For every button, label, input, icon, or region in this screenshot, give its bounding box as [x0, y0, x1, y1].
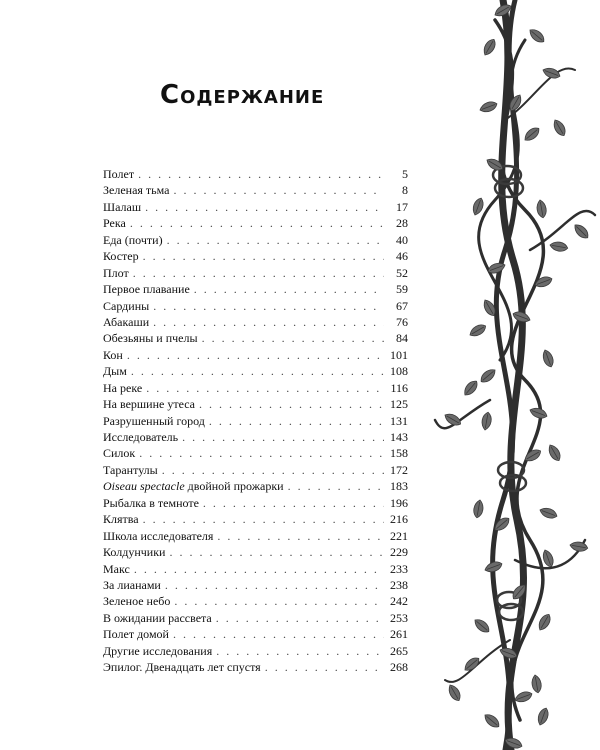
toc-entry-title: [103, 166, 134, 182]
toc-entry: [103, 626, 408, 642]
leaf-shape: [541, 348, 556, 368]
toc-entry: [103, 462, 408, 478]
toc-entry: [103, 610, 408, 626]
toc-page-number: 59: [396, 282, 408, 297]
leaf-shape: [572, 222, 591, 241]
leaf-shape: [481, 411, 493, 430]
toc-entry-title-text: Сардины: [103, 298, 150, 313]
toc-dot-leader: [173, 626, 384, 642]
toc-page-number: 84: [396, 331, 408, 346]
toc-page-number: 76: [396, 314, 408, 329]
toc-entry-title: [103, 232, 163, 248]
toc-entry: [103, 659, 408, 675]
toc-page-number: 116: [390, 380, 408, 395]
toc-entry: [103, 248, 408, 264]
toc-entry: [103, 396, 408, 412]
toc-entry: [103, 265, 408, 281]
toc-entry-title-text: Эпилог. Двенадцать лет спустя: [103, 660, 261, 675]
leaf-shape: [472, 617, 492, 635]
toc-entry: [103, 429, 408, 445]
toc-entry-title: [103, 561, 130, 577]
leaf-shape: [482, 712, 502, 730]
leaf-shape: [569, 541, 588, 553]
toc-dot-leader: [146, 380, 384, 396]
toc-dot-leader: [153, 298, 384, 314]
leaf-shape: [513, 690, 533, 705]
toc-entry-title: [103, 380, 142, 396]
toc-page-number: 17: [396, 199, 408, 214]
toc-dot-leader: [199, 396, 384, 412]
toc-entry: [103, 182, 408, 198]
toc-dot-leader: [143, 511, 384, 527]
toc-page-number: 183: [390, 479, 408, 494]
toc-page-number: 46: [396, 249, 408, 264]
toc-entry-title-text: Исследователь: [103, 430, 179, 444]
toc-dot-leader: [165, 577, 384, 593]
leaf-shape: [481, 37, 498, 57]
table-of-contents: [103, 166, 408, 676]
toc-page-number: 265: [390, 643, 408, 658]
toc-page-number: 131: [390, 413, 408, 428]
toc-entry-title-text: Зеленая тьма: [103, 183, 170, 198]
toc-page-number: 67: [396, 298, 408, 313]
toc-entry-title-text: Рыбалка в темноте: [103, 495, 199, 510]
toc-dot-leader: [145, 199, 384, 215]
toc-entry-title: [103, 577, 161, 593]
toc-page-number: 242: [390, 594, 408, 609]
toc-dot-leader: [169, 544, 384, 560]
toc-page-number: 221: [390, 528, 408, 543]
toc-entry: [103, 363, 408, 379]
toc-entry-title: [103, 314, 149, 330]
toc-dot-leader: [216, 643, 384, 659]
toc-entry-title: [103, 511, 139, 527]
toc-entry: [103, 380, 408, 396]
toc-page-number: 143: [390, 430, 408, 444]
toc-entry: [103, 577, 408, 593]
toc-page-number: 233: [390, 561, 408, 576]
toc-entry-title-text: За лианами: [103, 577, 161, 592]
toc-dot-leader: [203, 495, 384, 511]
toc-entry-title-text: двойной прожарки: [184, 479, 284, 494]
toc-page-number: 172: [390, 462, 408, 477]
toc-dot-leader: [174, 593, 384, 609]
toc-entry-title-text: Обезьяны и пчелы: [103, 331, 198, 346]
toc-dot-leader: [134, 561, 384, 577]
toc-page-number: 125: [390, 397, 408, 412]
toc-page-number: 261: [390, 627, 408, 642]
toc-page-number: 253: [390, 610, 408, 625]
toc-entry-title: [103, 396, 195, 412]
toc-entry: [103, 413, 408, 429]
leaf-shape: [471, 197, 486, 217]
toc-dot-leader: [173, 182, 384, 198]
toc-dot-leader: [130, 215, 384, 231]
leaf-shape: [549, 241, 568, 253]
toc-page-number: 108: [390, 364, 408, 379]
toc-entry-title-text: Река: [103, 216, 126, 231]
toc-page-number: 216: [390, 512, 408, 527]
toc-entry: [103, 166, 408, 182]
toc-entry-title-text: Полет домой: [103, 627, 169, 642]
leaf-shape: [446, 683, 463, 703]
toc-entry-title-text: Колдунчики: [103, 545, 166, 560]
toc-entry-title-text: Еда (почти): [103, 232, 163, 247]
toc-entry-title: [103, 429, 178, 445]
toc-entry-title-text: Зеленое небо: [103, 594, 171, 609]
toc-page-number: 5: [402, 167, 408, 181]
toc-entry-title: [103, 215, 126, 231]
toc-entry-title: [103, 182, 169, 198]
toc-entry-title: [103, 330, 198, 346]
toc-dot-leader: [194, 281, 384, 297]
toc-entry-title-text: Шалаш: [103, 199, 142, 214]
vine-illustration: [425, 0, 600, 750]
toc-dot-leader: [216, 610, 384, 626]
leaf-shape: [468, 322, 488, 339]
toc-entry-title-text: Разрушенный город: [103, 413, 205, 428]
toc-entry: [103, 314, 408, 330]
toc-entry-title-text: В ожидании рассвета: [103, 610, 212, 625]
toc-entry: [103, 593, 408, 609]
toc-dot-leader: [182, 429, 384, 445]
toc-entry-title-text: Абакаши: [103, 314, 150, 329]
toc-entry-title-text: Тарантулы: [103, 462, 158, 477]
toc-page-number: 268: [390, 660, 408, 675]
toc-entry-title: [103, 281, 190, 297]
toc-entry: [103, 330, 408, 346]
page-title: Содержание: [160, 80, 325, 110]
toc-entry-title: [103, 610, 212, 626]
toc-page-number: 40: [396, 232, 408, 247]
toc-entry-title: [103, 478, 284, 494]
toc-entry-title: [103, 528, 213, 544]
toc-page-number: 238: [390, 577, 408, 592]
vine-stems: [435, 0, 595, 750]
toc-entry-title-text: Первое плавание: [103, 282, 190, 297]
toc-entry-title-text: Костер: [103, 249, 139, 264]
leaf-shape: [472, 499, 484, 518]
toc-entry-title-text: На реке: [103, 380, 143, 395]
toc-entry-title-text: Дым: [103, 364, 127, 379]
toc-dot-leader: [167, 232, 384, 248]
toc-page-number: 196: [390, 495, 408, 510]
toc-dot-leader: [288, 478, 384, 494]
leaf-shape: [551, 118, 568, 138]
toc-entry: [103, 511, 408, 527]
leaf-shape: [527, 27, 547, 45]
toc-entry-title-italic: Oiseau spectacle: [103, 479, 185, 494]
toc-dot-leader: [265, 659, 384, 675]
toc-page-number: 101: [390, 347, 408, 362]
toc-dot-leader: [202, 330, 384, 346]
toc-dot-leader: [131, 363, 384, 379]
leaf-shape: [478, 367, 498, 385]
toc-entry-title-text: Клятва: [103, 512, 139, 527]
toc-entry-title: [103, 626, 169, 642]
toc-entry-title: [103, 495, 199, 511]
toc-entry-title: [103, 462, 158, 478]
toc-entry-title: [103, 544, 165, 560]
toc-dot-leader: [138, 166, 384, 182]
toc-entry: [103, 232, 408, 248]
leaf-shape: [478, 100, 498, 115]
toc-entry: [103, 215, 408, 231]
toc-entry: [103, 281, 408, 297]
toc-entry-title: [103, 413, 205, 429]
toc-entry: [103, 478, 408, 494]
toc-dot-leader: [162, 462, 384, 478]
toc-entry: [103, 643, 408, 659]
toc-entry: [103, 561, 408, 577]
toc-entry: [103, 528, 408, 544]
toc-entry: [103, 544, 408, 560]
toc-dot-leader: [139, 445, 384, 461]
toc-dot-leader: [209, 413, 384, 429]
toc-page-number: 8: [402, 183, 408, 198]
leaf-shape: [522, 125, 542, 143]
toc-entry-title: [103, 347, 123, 363]
leaf-shape: [546, 443, 563, 463]
toc-page-number: 229: [390, 545, 408, 560]
toc-entry-title-text: Другие исследования: [103, 643, 213, 658]
toc-entry-title-text: Школа исследователя: [103, 528, 214, 543]
toc-entry-title: [103, 643, 212, 659]
toc-entry-title-text: Силок: [103, 446, 136, 461]
toc-page-number: 158: [390, 446, 408, 461]
leaf-shape: [462, 378, 480, 398]
toc-entry-title-text: Кон: [103, 347, 123, 362]
toc-entry-title: [103, 445, 135, 461]
toc-dot-leader: [217, 528, 384, 544]
toc-entry-title: [103, 363, 127, 379]
toc-entry: [103, 445, 408, 461]
toc-dot-leader: [133, 265, 384, 281]
toc-dot-leader: [153, 314, 384, 330]
leaf-shape: [536, 612, 553, 632]
toc-entry-title: [103, 199, 141, 215]
toc-entry-title: [103, 593, 170, 609]
toc-entry-title: [103, 298, 149, 314]
toc-entry: [103, 298, 408, 314]
toc-entry: [103, 495, 408, 511]
leaf-shape: [538, 506, 558, 521]
toc-entry-title-text: Полет: [103, 167, 135, 181]
toc-dot-leader: [143, 248, 384, 264]
toc-entry-title: [103, 248, 139, 264]
toc-page-number: 28: [396, 216, 408, 231]
leaf-shape: [541, 66, 561, 81]
toc-entry: [103, 347, 408, 363]
toc-entry-title-text: Макс: [103, 561, 130, 576]
leaf-shape: [536, 707, 551, 727]
toc-entry-title-text: На вершине утеса: [103, 397, 195, 412]
toc-entry: [103, 199, 408, 215]
toc-entry-title: [103, 659, 261, 675]
leaf-shape: [531, 674, 543, 693]
leaf-shape: [536, 199, 548, 218]
toc-entry-title: [103, 265, 129, 281]
toc-entry-title-text: Плот: [103, 265, 129, 280]
toc-dot-leader: [127, 347, 384, 363]
toc-page-number: 52: [396, 265, 408, 280]
